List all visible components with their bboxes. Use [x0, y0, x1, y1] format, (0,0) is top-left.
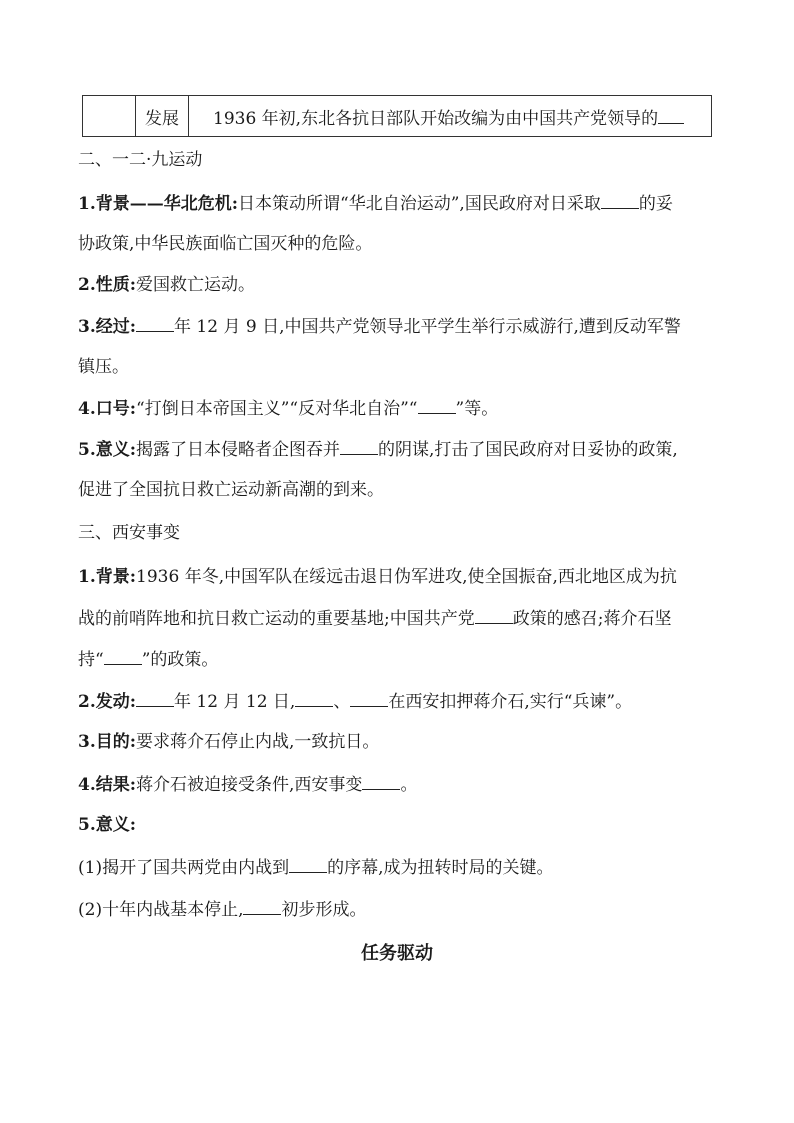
- paragraph-slogan: 4.口号:“打倒日本帝国主义”“反对华北自治”“ ”等。: [78, 396, 498, 421]
- fill-blank[interactable]: [658, 106, 684, 124]
- fill-blank[interactable]: [104, 647, 142, 665]
- paragraph-result: 4.结果:蒋介石被迫接受条件,西安事变 。: [78, 772, 417, 797]
- table-row: [83, 96, 712, 137]
- fill-blank[interactable]: [289, 855, 327, 873]
- paragraph-process: 3.经过: 年 12 月 9 日,中国共产党领导北平学生举行示威游行,遭到反动军警: [78, 314, 681, 339]
- fill-blank[interactable]: [136, 314, 174, 332]
- table-cell-category: 发展: [136, 96, 189, 137]
- fill-blank[interactable]: [243, 897, 281, 915]
- footer-heading: 任务驱动: [361, 943, 433, 964]
- fill-blank[interactable]: [601, 191, 639, 209]
- section-title-xian-incident: 三、西安事变: [78, 523, 180, 543]
- paragraph-significance: 5.意义:揭露了日本侵略者企图吞并 的阴谋,打击了国民政府对日妥协的政策,: [78, 437, 678, 462]
- paragraph-continuation: 镇压。: [78, 357, 129, 377]
- paragraph-continuation: 促进了全国抗日救亡运动新高潮的到来。: [78, 480, 384, 500]
- fill-blank[interactable]: [350, 689, 388, 707]
- paragraph-launch: 2.发动: 年 12 月 12 日, 、 在西安扣押蒋介石,实行“兵谏”。: [78, 689, 632, 714]
- paragraph-nature: 2.性质:爱国救亡运动。: [78, 275, 256, 295]
- table-fragment: [82, 95, 712, 137]
- paragraph-continuation: 战的前哨阵地和抗日救亡运动的重要基地;中国共产党 政策的感召;蒋介石坚: [78, 606, 671, 631]
- paragraph-continuation: 协政策,中华民族面临亡国灭种的危险。: [78, 234, 373, 254]
- fill-blank[interactable]: [295, 689, 333, 707]
- paragraph-meaning-1: (1)揭开了国共两党由内战到 的序幕,成为扭转时局的关键。: [78, 855, 554, 880]
- fill-blank[interactable]: [418, 396, 456, 414]
- paragraph-meaning-2: (2)十年内战基本停止, 初步形成。: [78, 897, 366, 922]
- fill-blank[interactable]: [362, 772, 400, 790]
- paragraph-xian-background: 1.背景:1936 年冬,中国军队在绥远击退日伪军进攻,使全国振奋,西北地区成为抗: [78, 567, 677, 587]
- paragraph-continuation: 持“ ”的政策。: [78, 647, 218, 672]
- paragraph-background: 1.背景——华北危机:日本策动所谓“华北自治运动”,国民政府对日采取 的妥: [78, 191, 673, 216]
- section-title-december-ninth: 二、一二·九运动: [78, 150, 203, 170]
- fill-blank[interactable]: [340, 437, 378, 455]
- paragraph-meaning: 5.意义:: [78, 815, 137, 835]
- table-cell-empty: [83, 96, 136, 137]
- fill-blank[interactable]: [136, 689, 174, 707]
- fill-blank[interactable]: [475, 606, 513, 624]
- paragraph-aim: 3.目的:要求蒋介石停止内战,一致抗日。: [78, 732, 380, 752]
- table-cell-content: 1936 年初,东北各抗日部队开始改编为由中国共产党领导的: [189, 96, 712, 137]
